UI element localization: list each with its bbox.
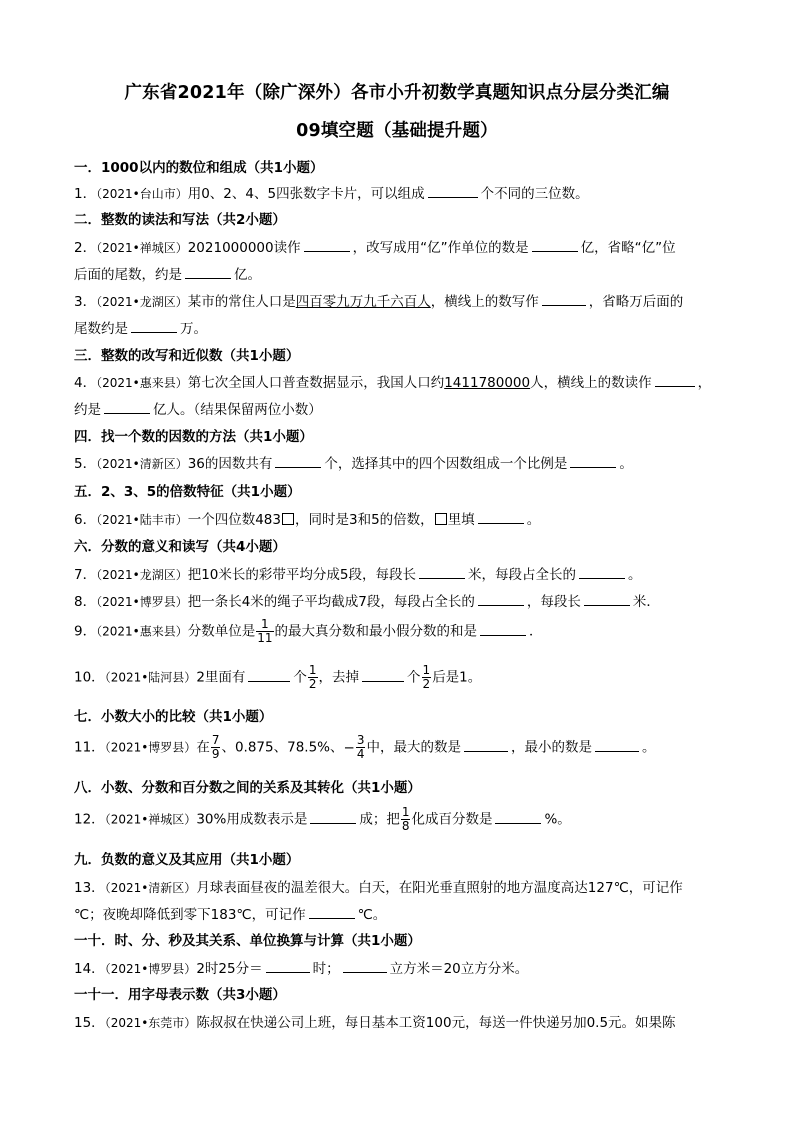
question-11: 11．（2021•博罗县）在 $\frac{7}{9}$ 、0.875、78.5%、− $\frac{3}{4}$ 中，最大的数是 ，最小的数是 。 <box>74 733 656 761</box>
question-10: 10．（2021•陆河县）2里面有 个 $\frac{1}{2}$ ，去掉 个 $\frac{1}{2}$ 后是1。 <box>74 663 482 691</box>
fraction <box>308 664 318 691</box>
question-source: （2021•龙湖区） <box>96 295 188 309</box>
section-heading-7: 七．小数大小的比较（共1小题） <box>74 709 273 725</box>
answer-blank[interactable] <box>104 412 150 414</box>
question-2-cont: 后面的尾数，约是 亿。 <box>74 267 261 283</box>
question-number: 6． <box>74 512 97 528</box>
section-heading-8: 八．小数、分数和百分数之间的关系及其转化（共1小题） <box>74 780 421 796</box>
fraction-numerator: 1 <box>308 663 317 677</box>
question-source: （2021•台山市） <box>96 187 188 201</box>
question-7: 7．（2021•龙湖区）把10米长的彩带平均分成5段，每段长 米，每段占全长的 。 <box>74 567 642 583</box>
fraction <box>256 618 273 645</box>
fraction <box>356 734 366 761</box>
fraction-numerator: 1 <box>401 805 410 819</box>
section-heading-10: 一十．时、分、秒及其关系、单位换算与计算（共1小题） <box>74 933 421 949</box>
question-number: 8． <box>74 594 97 610</box>
answer-blank[interactable] <box>362 680 404 682</box>
answer-blank[interactable] <box>595 750 639 752</box>
answer-blank[interactable] <box>131 331 177 333</box>
question-source: （2021•禅城区） <box>104 812 197 827</box>
question-source: （2021•东莞市） <box>104 1016 197 1030</box>
answer-blank[interactable] <box>275 466 321 468</box>
answer-blank[interactable] <box>343 971 387 973</box>
answer-blank[interactable] <box>532 250 578 252</box>
answer-blank[interactable] <box>495 822 541 824</box>
section-heading-6: 六．分数的意义和读写（共4小题） <box>74 539 286 555</box>
question-1: 1．（2021•台山市）用0、2、4、5四张数字卡片，可以组成 个不同的三位数。 <box>74 186 589 202</box>
question-source: （2021•龙湖区） <box>96 568 188 582</box>
fraction-numerator: 7 <box>211 733 220 747</box>
question-source: （2021•惠来县） <box>96 624 188 639</box>
answer-blank[interactable] <box>248 680 290 682</box>
question-number: 2． <box>74 240 97 256</box>
question-number: 3． <box>74 294 97 310</box>
question-9: 9．（2021•惠来县）分数单位是 $\frac{1}{11}$ 的最大真分数和最小假分数的和是 ． <box>74 617 543 645</box>
answer-blank[interactable] <box>309 917 355 919</box>
answer-blank[interactable] <box>310 822 356 824</box>
answer-blank[interactable] <box>584 604 630 606</box>
question-source: （2021•陆丰市） <box>96 513 188 527</box>
fraction-denominator: 4 <box>356 747 365 761</box>
underlined-number: 1411780000 <box>444 375 531 391</box>
box-icon <box>435 513 447 525</box>
question-number: 7． <box>74 567 97 583</box>
fraction-denominator: 2 <box>308 677 317 691</box>
fraction <box>401 806 411 833</box>
question-8: 8．（2021•博罗县）把一条长4米的绳子平均截成7段，每段占全长的 ，每段长 米． <box>74 594 660 610</box>
question-number: 13． <box>74 880 105 896</box>
answer-blank[interactable] <box>579 577 625 579</box>
section-heading-11: 一十一．用字母表示数（共3小题） <box>74 987 286 1003</box>
question-2: 2．（2021•禅城区）2021000000读作 ，改写成用“亿”作单位的数是 亿，省略“亿”位 <box>74 240 676 256</box>
question-number: 14． <box>74 961 105 977</box>
answer-blank[interactable] <box>542 304 586 306</box>
question-source: （2021•清新区） <box>104 881 197 895</box>
document-title-line2: 09填空题（基础提升题） <box>296 121 498 141</box>
question-13-cont: ℃；夜晚却降低到零下183℃，可记作 ℃。 <box>74 907 387 923</box>
section-heading-1: 一．1000以内的数位和组成（共1小题） <box>74 160 324 176</box>
question-13: 13．（2021•清新区）月球表面昼夜的温差很大。白天，在阳光垂直照射的地方温度高达127℃，可记作 <box>74 880 683 896</box>
question-number: 15． <box>74 1015 105 1031</box>
answer-blank[interactable] <box>478 604 524 606</box>
answer-blank[interactable] <box>464 750 508 752</box>
fraction-numerator: 1 <box>256 618 273 632</box>
question-5: 5．（2021•清新区）36的因数共有 个，选择其中的四个因数组成一个比例是 。 <box>74 456 633 472</box>
answer-blank[interactable] <box>266 971 310 973</box>
fraction-denominator: 11 <box>257 631 273 645</box>
question-14: 14．（2021•博罗县）2时25分＝ 时； 立方米＝20立方分米。 <box>74 961 529 977</box>
answer-blank[interactable] <box>185 277 231 279</box>
underlined-number: 四百零九万九千六百人 <box>295 294 431 310</box>
fraction-denominator: 2 <box>422 677 431 691</box>
question-source: （2021•陆河县） <box>104 670 197 685</box>
question-source: （2021•惠来县） <box>96 376 188 390</box>
answer-blank[interactable] <box>480 634 526 636</box>
question-number: 11． <box>74 739 105 756</box>
question-source: （2021•禅城区） <box>96 241 188 255</box>
answer-blank[interactable] <box>478 522 524 524</box>
question-4-cont: 约是 亿人。（结果保留两位小数） <box>74 402 322 418</box>
question-number: 4． <box>74 375 97 391</box>
question-number: 1． <box>74 186 97 202</box>
section-heading-3: 三．整数的改写和近似数（共1小题） <box>74 348 300 364</box>
answer-blank[interactable] <box>428 196 478 198</box>
fraction-denominator: 8 <box>401 819 410 833</box>
fraction <box>211 734 221 761</box>
fraction-denominator: 9 <box>211 747 220 761</box>
question-source: （2021•博罗县） <box>104 962 197 976</box>
box-icon <box>282 513 294 525</box>
section-heading-5: 五．2、3、5的倍数特征（共1小题） <box>74 484 301 500</box>
section-heading-9: 九．负数的意义及其应用（共1小题） <box>74 852 300 868</box>
question-15: 15．（2021•东莞市）陈叔叔在快递公司上班，每日基本工资100元，每送一件快递另加0.5元。如果陈 <box>74 1015 676 1031</box>
question-source: （2021•博罗县） <box>104 740 197 755</box>
document-title-line1: 广东省2021年（除广深外）各市小升初数学真题知识点分层分类汇编 <box>124 83 670 103</box>
question-4: 4．（2021•惠来县）第七次全国人口普查数据显示，我国人口约1411780000人，横线上的数读作 ， <box>74 375 712 391</box>
question-6: 6．（2021•陆丰市）一个四位数483 ，同时是3和5的倍数， 里填 。 <box>74 512 541 528</box>
answer-blank[interactable] <box>419 577 465 579</box>
fraction-numerator: 1 <box>422 663 431 677</box>
question-3: 3．（2021•龙湖区）某市的常住人口是四百零九万九千六百人，横线上的数写作 ，省略万后面的 <box>74 294 684 310</box>
question-source: （2021•清新区） <box>96 457 188 471</box>
fraction <box>422 664 432 691</box>
fraction-numerator: 3 <box>356 733 365 747</box>
question-3-cont: 尾数约是 万。 <box>74 321 207 337</box>
section-heading-2: 二．整数的读法和写法（共2小题） <box>74 212 286 228</box>
question-number: 10． <box>74 669 105 686</box>
question-number: 9． <box>74 623 97 640</box>
answer-blank[interactable] <box>655 385 695 387</box>
question-12: 12．（2021•禅城区）30%用成数表示是 成；把 $\frac{1}{8}$ 化成百分数是 %。 <box>74 805 571 833</box>
question-number: 5． <box>74 456 97 472</box>
minus-sign: − <box>343 739 355 756</box>
question-number: 12． <box>74 811 105 828</box>
answer-blank[interactable] <box>304 250 350 252</box>
section-heading-4: 四．找一个数的因数的方法（共1小题） <box>74 429 313 445</box>
question-source: （2021•博罗县） <box>96 595 188 609</box>
answer-blank[interactable] <box>570 466 616 468</box>
